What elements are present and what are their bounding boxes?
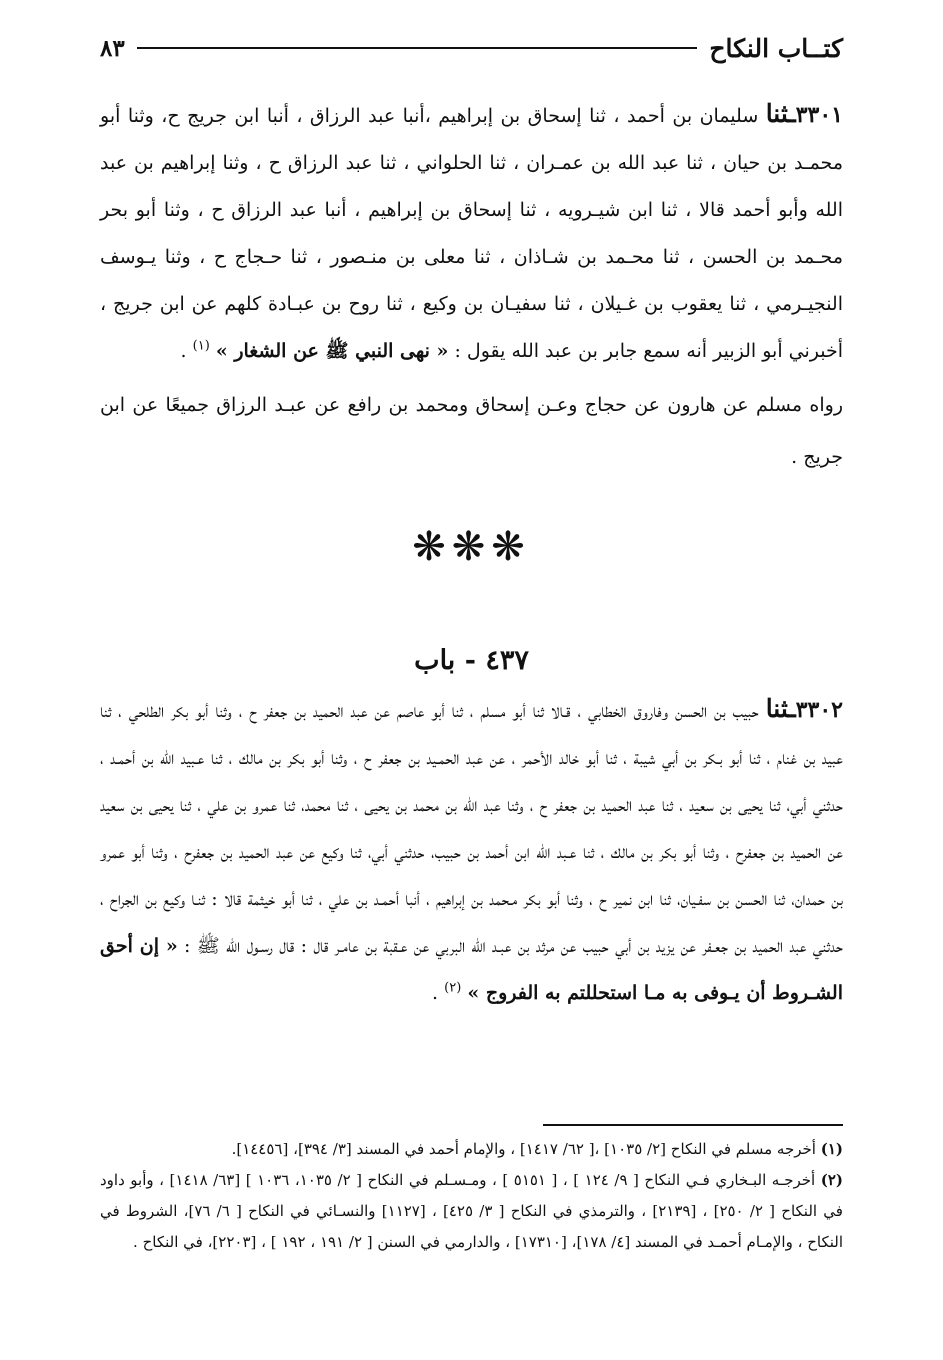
header-rule: [137, 47, 698, 49]
book-section-title: كتــاب النكاح: [709, 33, 843, 63]
chapter-heading: ٤٣٧ - باب: [414, 645, 529, 676]
footnote-reference[interactable]: (١): [192, 338, 210, 354]
footnote-rule: [543, 1124, 843, 1126]
hadith-isnad-text: حبيب بن الحسن وفاروق الخطابي ، قـالا ثنا أبو مسلم ، ثنا أبو عاصم عن عبد الحميد بن جعفر ح ، وثنا أبو بكر الطلحي ، ثنا عبيد بن غنام ، ثنا أبو بـكر بن أبي شيبة ، ثنا أبو خالد الأحمر ، عن عبد الحمـيد بن جعفر ح ، وثنا أبو بكر بن مالك ، ثنا عـبيد الله بن أحمـد ، حدثني أبي، ثنا يحيى بن سعيد ، ثنا عبد الحميد بن جعفر ح ، وثنا عبد الله بن محمد بن يحيى ، ثنا محمد، ثنا عمرو بن علي ، ثنا يحيى بن سعيد عن الحميد بن جعفرح ، وثنا أبو بكر بن مالك ، ثنا عـبد الله ابن أحمد بن حبيب، حدثني أبي، ثنا وكيع عن عبد الحميد بن جعفرح ، وثنا أبو عمرو بن حمدان، ثنا الحسن بن سفـيان، ثنا ابن نمير ح ، وثنا أبو بكر مـحمد بن إبراهيم ، أنبا أحمـد بن علي ، ثنا أبو خيثمة قالا : ثنـا وكيع بن الجراح ، حدثني عبد الحميد بن جعـفر عن يزيد بن أبي حبيب عن مرثد بن عبـد الله البربي عن عـقبة بن عامـر قال : قال رسـول الله ﷺ :: [100, 700, 843, 957]
footnotes: [100, 1134, 843, 1258]
takhrij-paragraph: رواه مسلم عن هارون عن حجاج وعـن إسحاق ومحمد بن رافع عن عبـد الرزاق جميعًا عن ابن جريج .: [100, 394, 843, 468]
hadith-3302: [100, 685, 843, 1017]
hadith-number: ٣٣٠٢: [795, 697, 843, 723]
footnote-reference[interactable]: (٢): [444, 980, 462, 996]
footnote-text: أخرجـه البـخاري فـي النكاح [ ٩/ ١٢٤ ] ، [ ٥١٥١ ] ، ومـسـلم في النكاح [ ٢/ ١٠٣٥، ١٠٣٦ ] [٦٣/ ١٤١٨] ، وأبو داود في النكاح [ ٢/ ٢٥٠] ، [٢١٣٩] ، والترمذي في النكاح [ ٣/ ٤٢٥] ، [١١٢٧] والنسـائي في النكاح [ ٦/ ٧٦]، الشروط في النكاح ، والإمـام أحمـد في المسند [٤/ ١٧٨]، [١٧٣١٠] ، والدارمي في السنن [ ٢/ ١٩١ ، ١٩٢ ] ، [٢٢٠٣]، في النكاح .: [100, 1171, 843, 1251]
hadith-dash: ـ: [788, 694, 796, 723]
hadith-dash: ـ: [788, 99, 796, 128]
hadith-end-mark: .: [432, 982, 445, 1004]
hadith-tahdith-word: ثنا: [765, 99, 789, 128]
hadith-matn: « نهى النبي ﷺ عن الشغار »: [215, 340, 449, 362]
footnote-text: أخرجه مسلم في النكاح [٢/ ١٠٣٥] ،[ ٦٢/ ١٤١٧] ، والإمام أحمد في المسند [٣/ ٣٩٤]، [١٤٤٥٦].: [231, 1140, 821, 1158]
hadith-number: ٣٣٠١: [795, 102, 843, 128]
hadith-3301: [100, 90, 843, 375]
footnote-label: (٢): [820, 1171, 844, 1189]
hadith-tahdith-word: ثنا: [765, 694, 789, 723]
footnote-label: (١): [820, 1140, 843, 1158]
footnote-1: [100, 1134, 843, 1165]
hadith-matn: « إن أحق الشـروط أن يـوفى به مـا استحللتم به الفروج »: [100, 935, 843, 1004]
section-separator: ❋❋❋: [412, 524, 531, 570]
page-number: ٨٣: [100, 34, 125, 62]
hadith-end-mark: .: [180, 340, 193, 362]
running-header: [100, 26, 843, 70]
footnote-2: [100, 1165, 843, 1258]
hadith-isnad-text: سليمان بن أحمد ، ثنا إسحاق بن إبراهيم ،أنبا عبد الرزاق ، أنبا ابن جريج ح، وثنا أبو محمـد بن حيان ، ثنا عبد الله بن عمـران ، ثنا الحلواني ، ثنا عبد الرزاق ح ، وثنا إبراهيم بن عبد الله وأبو أحمد قالا ، ثنا ابن شيـرويه ، ثنا إسحاق بن إبراهيم ، أنبا عبد الرزاق ح ، وثنا أبو بحر محـمد بن الحسن ، ثنا محـمد بن شـاذان ، ثنا معلى بن منـصور ، ثنا حـجاج ح ، وثنا يـوسف النجيـرمي ، ثنا يعقوب بن غـيلان ، ثنا سفيـان بن وكيع ، ثنا روح بن عبـادة كلهم عن ابن جريج ، أخبرني أبو الزبير أنه سمع جابر بن عبد الله يقول :: [100, 105, 843, 362]
